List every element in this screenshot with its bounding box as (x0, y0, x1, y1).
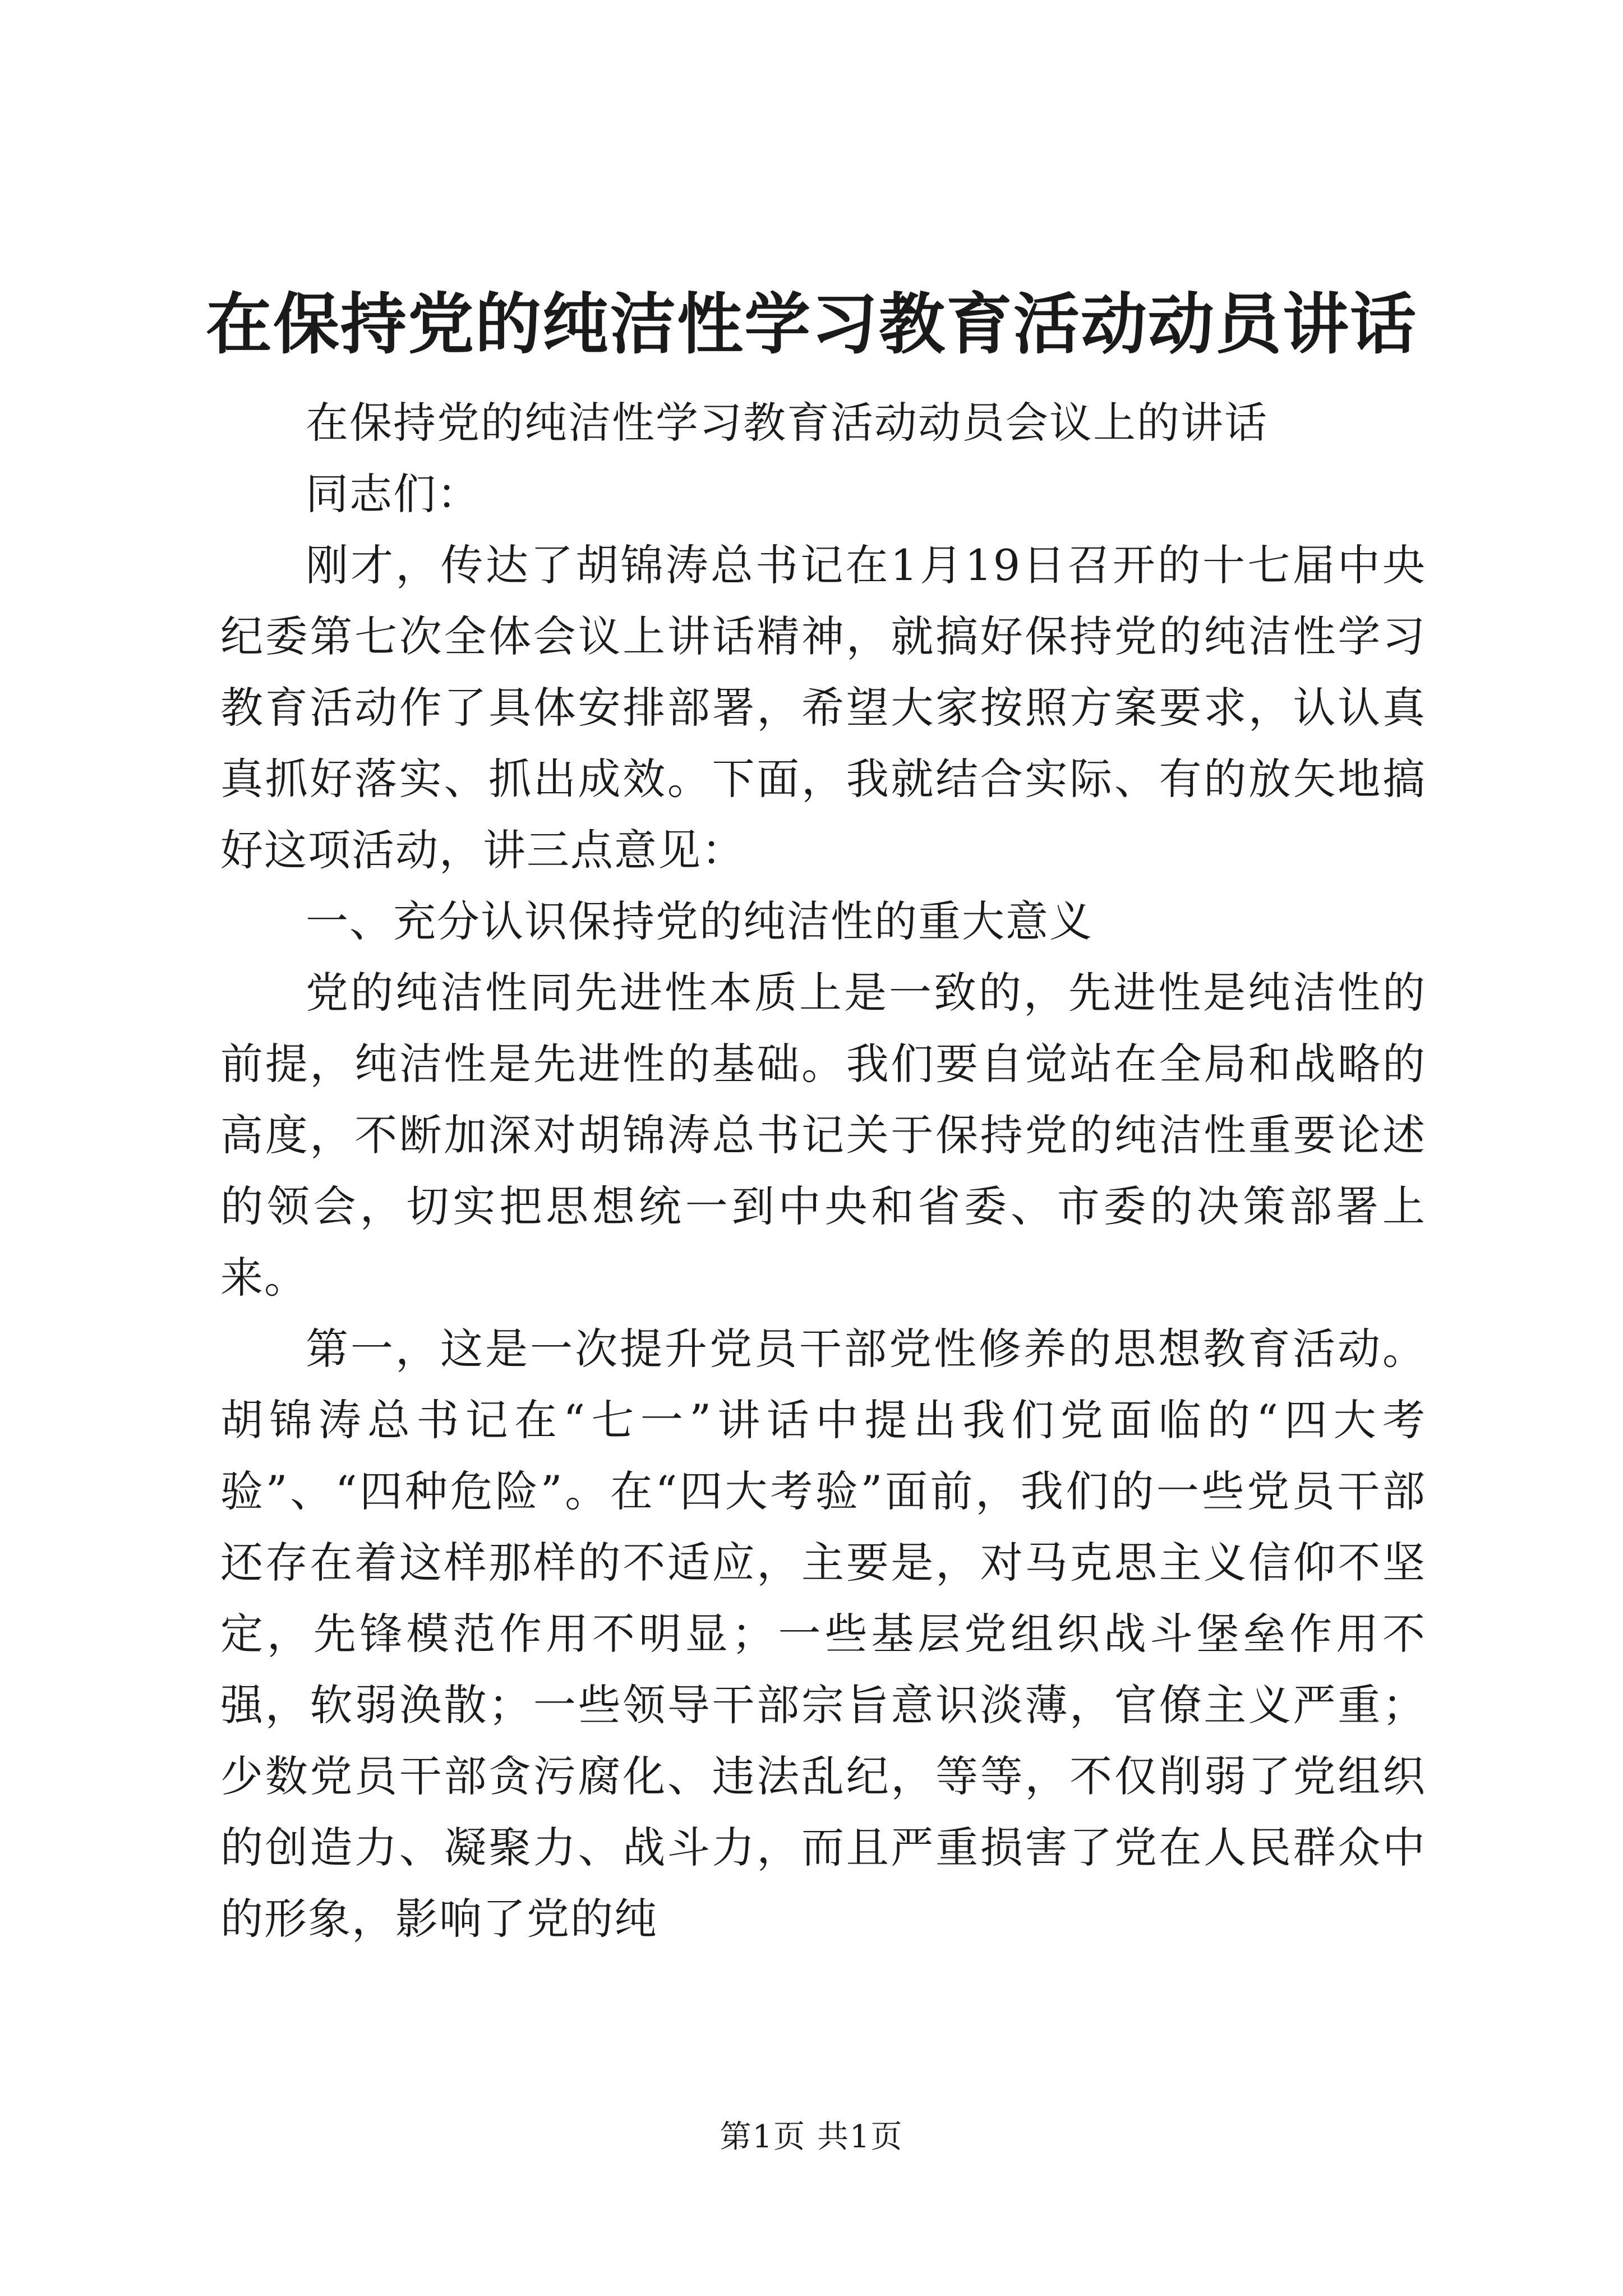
document-body (220, 387, 1426, 1954)
paragraph-first-point: 第一，这是一次提升党员干部党性修养的思想教育活动。胡锦涛总书记在“七一”讲话中提出我们党面临的“四大考验”、“四种危险”。在“四大考验”面前，我们的一些党员干部还存在着这样那样的不适应，主要是，对马克思主义信仰不坚定，先锋模范作用不明显；一些基层党组织战斗堡垒作用不强，软弱涣散；一些领导干部宗旨意识淡薄，官僚主义严重；少数党员干部贪污腐化、违法乱纪，等等，不仅削弱了党组织的创造力、凝聚力、战斗力，而且严重损害了党在人民群众中的形象，影响了党的纯 (220, 1324, 1426, 1944)
document-title: 在保持党的纯洁性学习教育活动动员讲话 (205, 285, 1417, 363)
paragraph-salutation: 同志们： (306, 469, 481, 519)
section-heading-1: 一、充分认识保持党的纯洁性的重大意义 (306, 896, 1093, 946)
page-footer: 第1页 共1页 (720, 2119, 903, 2155)
paragraph-subtitle: 在保持党的纯洁性学习教育活动动员会议上的讲话 (306, 398, 1268, 448)
paragraph-intro: 刚才，传达了胡锦涛总书记在1月19日召开的十七届中央纪委第七次全体会议上讲话精神，就搞好保持党的纯洁性学习教育活动作了具体安排部署，希望大家按照方案要求，认认真真抓好落实、抓出成效。下面，我就结合实际、有的放矢地搞好这项活动，讲三点意见： (220, 540, 1426, 875)
paragraph-significance: 党的纯洁性同先进性本质上是一致的，先进性是纯洁性的前提，纯洁性是先进性的基础。我们要自觉站在全局和战略的高度，不断加深对胡锦涛总书记关于保持党的纯洁性重要论述的领会，切实把思想统一到中央和省委、市委的决策部署上来。 (220, 968, 1426, 1303)
